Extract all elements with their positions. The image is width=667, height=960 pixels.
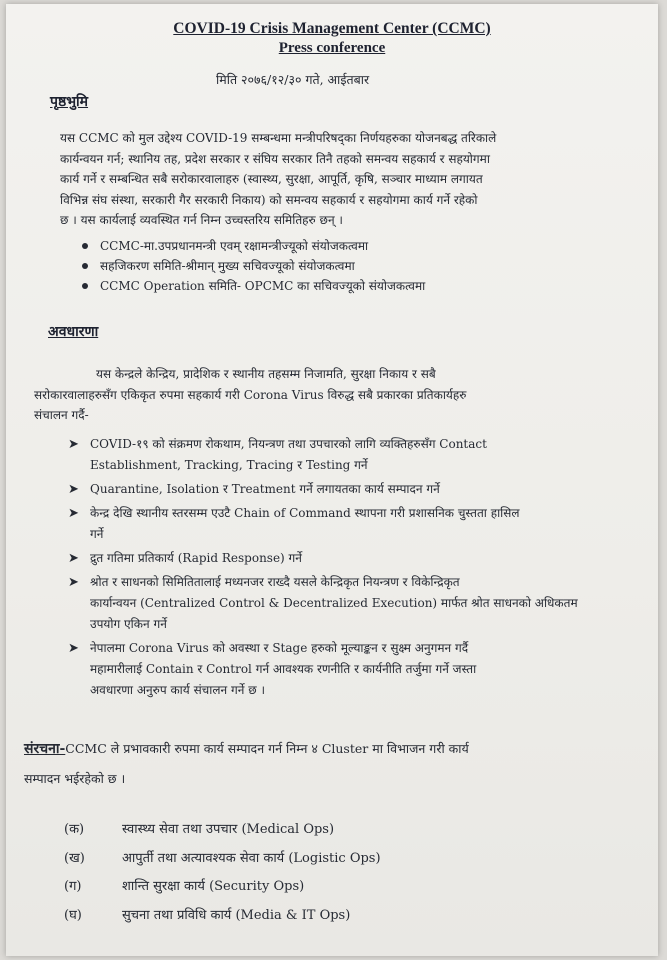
bullet-icon — [82, 283, 88, 289]
list-item: ➤ द्रुत गतिमा प्रतिकार्य (Rapid Response) गर्ने — [66, 548, 646, 569]
paragraph-line: संचालन गर्दै- — [34, 408, 89, 422]
list-item: ➤ COVID-१९ को संक्रमण रोकथाम, नियन्त्रण तथा उपचारको लागि व्यक्तिहरुसँग Contact Establishment, Tracking, Tracing र Testing गर्ने — [66, 434, 646, 476]
cluster-text: स्वास्थ्य सेवा तथा उपचार (Medical Ops) — [122, 822, 335, 837]
arrow-bullet-icon: ➤ — [68, 437, 79, 452]
paragraph-line: विभिन्न संघ संस्था, सरकारी गैर सरकारी निकाय) को समन्वय सहकार्य र सहयोगमा कार्य गर्ने रहेको — [60, 192, 478, 207]
list-item: ➤ केन्द्र देखि स्थानीय स्तरसम्म एउटै Chain of Command स्थापना गरी प्रशासनिक चुस्तता हासिल गर्ने — [66, 503, 646, 545]
paragraph-line: सरोकारवालाहरुसँग एकिकृत रुपमा सहकार्य गरी Corona Virus विरुद्ध सबै प्रकारका प्रतिकार्यहरु — [34, 387, 467, 402]
arrow-bullet-icon: ➤ — [68, 506, 79, 521]
list-item — [64, 845, 381, 874]
concept-paragraph — [34, 364, 644, 426]
paragraph-line: कार्यन्वयन गर्न; स्थानिय तह, प्रदेश सरकार र संघिय सरकार तिनै तहको समन्वय सहकार्य र सहयोगमा — [60, 151, 490, 166]
document-page — [6, 4, 658, 956]
arrow-bullet-icon: ➤ — [68, 641, 79, 656]
structure-heading: संरचना- — [24, 741, 66, 757]
bullet-icon — [82, 263, 88, 269]
bullet-icon — [82, 243, 88, 249]
background-paragraph — [60, 128, 620, 231]
list-item: सहजिकरण समिति-श्रीमान् मुख्य सचिवज्यूको संयोजकत्वमा — [78, 256, 425, 276]
paragraph-line: सम्पादन भईरहेको छ । — [24, 771, 126, 786]
concept-heading: अवधारणा — [48, 324, 99, 340]
list-item: ➤ Quarantine, Isolation र Treatment गर्ने लगायतका कार्य सम्पादन गर्ने — [66, 479, 646, 500]
cluster-text: आपुर्ती तथा अत्यावश्यक सेवा कार्य (Logistic Ops) — [122, 850, 381, 866]
cluster-text: सुचना तथा प्रविधि कार्य (Media & IT Ops) — [122, 907, 351, 923]
paragraph-line: यस केन्द्रले केन्द्रिय, प्रादेशिक र स्थानीय तहसम्म निजामति, सुरक्षा निकाय र सबै — [96, 367, 436, 381]
paragraph-line: CCMC ले प्रभावकारी रुपमा कार्य सम्पादन गर्न निम्न ४ Cluster मा विभाजन गरी कार्य — [65, 741, 469, 756]
list-item: ➤ नेपालमा Corona Virus को अवस्था र Stage हरुको मूल्याङ्कन र सुक्ष्म अनुगमन गर्दै महामारीलाई Contain र Control गर्न आवश्यक रणनीति र कार्यनीति तर्जुमा गर्ने जस्ता अवधारणा अनुरुप कार्य संचालन गर्ने छ । — [66, 638, 646, 701]
concept-points — [66, 434, 646, 704]
cluster-text: शान्ति सुरक्षा कार्य (Security Ops) — [122, 879, 305, 894]
cluster-key: (क) — [64, 822, 85, 837]
list-item — [64, 873, 381, 902]
arrow-bullet-icon: ➤ — [68, 482, 79, 497]
document-title: COVID-19 Crisis Management Center (CCMC) — [173, 20, 491, 37]
list-item — [64, 902, 381, 931]
arrow-bullet-icon: ➤ — [68, 575, 79, 590]
paragraph-line: यस CCMC को मुल उद्देश्य COVID-19 सम्बन्धमा मन्त्रीपरिषद्का निर्णयहरुका योजनबद्ध तरिकाले — [60, 131, 497, 145]
list-item: CCMC-मा.उपप्रधानमन्त्री एवम् रक्षामन्त्रीज्यूको संयोजकत्वमा — [78, 236, 425, 256]
document-date: मिति २०७६/१२/३० गते, आईतबार — [216, 72, 370, 87]
cluster-key: (ग) — [64, 879, 82, 894]
document-subtitle: Press conference — [278, 40, 386, 56]
paragraph-line: कार्य गर्ने र सम्बन्धित सबै सरोकारवालाहरु (स्वास्थ्य, सुरक्षा, आपूर्ति, कृषि, सञ्चार माध्याम लगायत — [60, 172, 483, 186]
list-item: CCMC Operation समिति- OPCMC का सचिवज्यूको संयोजकत्वमा — [78, 276, 425, 296]
background-heading: पृष्ठभुमि — [50, 94, 89, 110]
cluster-key: (ख) — [64, 850, 85, 866]
cluster-list — [64, 816, 381, 930]
list-item: ➤ श्रोत र साधनको सिमितितालाई मध्यनजर राख्दै यसले केन्द्रिकृत नियन्त्रण र विकेन्द्रिकृत कार्यान्वयन (Centralized Control & Decentralized Execution) मार्फत श्रोत साधनको अधिकतम उपयोग एकिन गर्ने — [66, 572, 646, 635]
list-item — [64, 816, 381, 845]
structure-paragraph — [24, 734, 654, 794]
paragraph-line: छ । यस कार्यलाई व्यवस्थित गर्न निम्न उच्चस्तरिय समितिहरु छन् । — [60, 213, 343, 227]
committee-list — [78, 236, 425, 296]
cluster-key: (घ) — [64, 907, 82, 923]
arrow-bullet-icon: ➤ — [68, 551, 79, 566]
